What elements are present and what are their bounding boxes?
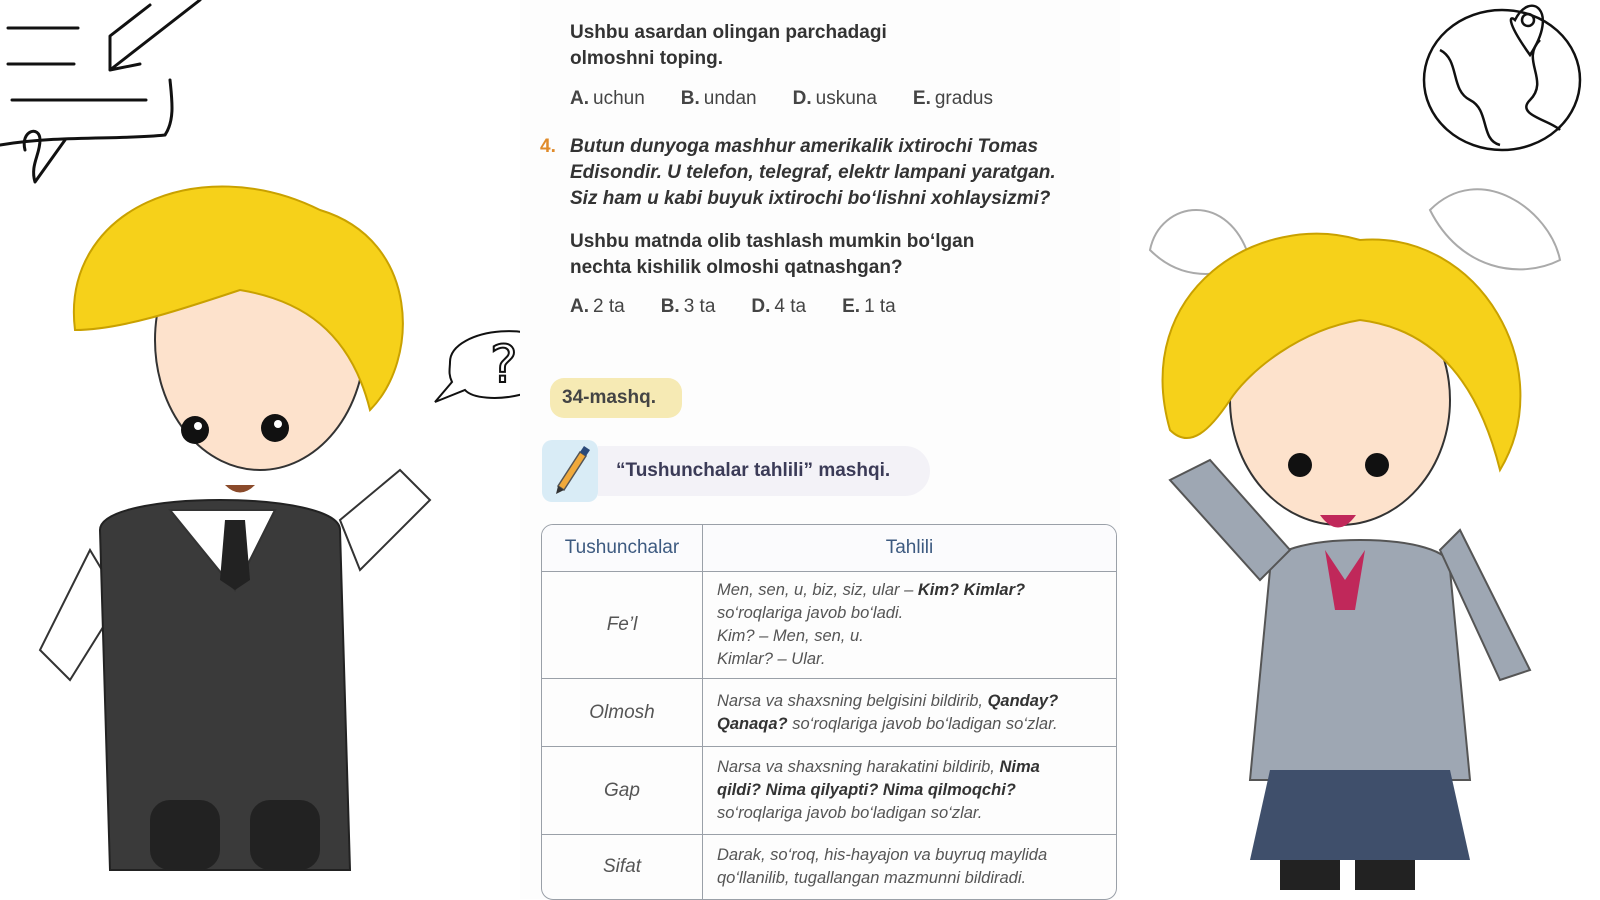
table-cell-analysis — [703, 572, 1116, 679]
girl-illustration — [1140, 170, 1580, 890]
analysis-line — [717, 867, 1104, 890]
analysis-text: Darak, so‘roq, his-hayajon va buyruq maylida — [717, 846, 1048, 864]
table-row — [542, 835, 1116, 899]
table-cell-analysis — [703, 835, 1116, 899]
analysis-text: Men, sen, u, biz, siz, ular – — [717, 581, 918, 599]
q3-option-b[interactable]: B. undan — [680, 88, 757, 109]
q4-option-d[interactable]: D. 4 ta — [751, 296, 807, 317]
exercise-title: “Tushunchalar tahlili” mashqi. — [616, 460, 891, 481]
pen-icon — [542, 440, 598, 502]
table-cell-term: Sifat — [542, 835, 703, 899]
concepts-table — [541, 524, 1117, 900]
q3-option-a[interactable]: A. uchun — [570, 88, 645, 109]
q3-options — [570, 88, 993, 110]
q3-line1: Ushbu asardan olingan parchadagi — [570, 22, 887, 43]
q4-option-a[interactable]: A. 2 ta — [570, 296, 625, 317]
table-header-term: Tushunchalar — [542, 525, 703, 572]
analysis-bold-text: Qanaqa? — [717, 714, 788, 733]
q4-text — [570, 134, 1056, 212]
analysis-line — [717, 579, 1104, 602]
analysis-line — [717, 779, 1104, 802]
globe-pin-icon — [1420, 0, 1590, 160]
analysis-text: Kim? – Men, sen, u. — [717, 627, 864, 645]
analysis-text: qo‘llanilib, tugallangan mazmunni bildiradi. — [717, 869, 1027, 887]
q4-text-line1: Butun dunyoga mashhur amerikalik ixtirochi Tomas — [570, 136, 1039, 157]
q4-option-e[interactable]: E. 1 ta — [842, 296, 896, 317]
q4-question — [570, 229, 974, 281]
analysis-text: so‘roqlariga javob bo‘ladi. — [717, 604, 904, 622]
analysis-bold-text: Nima — [999, 758, 1040, 776]
analysis-line — [717, 648, 1104, 671]
table-cell-term: Gap — [542, 747, 703, 835]
exercise-number-badge: 34-mashq. — [550, 378, 682, 418]
notes-pencil-icon — [0, 0, 210, 190]
q4-number: 4. — [540, 136, 556, 157]
analysis-text: Narsa va shaxsning belgisini bildirib, — [717, 691, 988, 710]
svg-text:?: ? — [490, 335, 518, 395]
analysis-text: so‘roqlariga javob bo‘ladigan so‘zlar. — [717, 804, 983, 822]
analysis-line — [717, 625, 1104, 648]
analysis-line — [717, 713, 1104, 736]
q3-line2: olmoshni toping. — [570, 48, 724, 69]
q3-text — [570, 20, 887, 72]
analysis-text: so‘roqlariga javob bo‘ladigan so‘zlar. — [787, 714, 1058, 733]
table-cell-analysis — [703, 679, 1116, 747]
table-cell-term: Olmosh — [542, 679, 703, 747]
q4-text-line3: Siz ham u kabi buyuk ixtirochi bo‘lishni xohlaysizmi? — [570, 188, 1051, 209]
analysis-text: Kimlar? – Ular. — [717, 650, 826, 668]
analysis-line — [717, 802, 1104, 825]
table-row — [542, 747, 1116, 835]
q4-option-b[interactable]: B. 3 ta — [660, 296, 716, 317]
boy-illustration — [0, 180, 440, 890]
table-cell-term: Fe’l — [542, 572, 703, 679]
table-row — [542, 572, 1116, 679]
analysis-bold-text: qildi? Nima qilyapti? Nima qilmoqchi? — [717, 781, 1016, 799]
analysis-text: Narsa va shaxsning harakatini bildirib, — [717, 758, 1000, 776]
q4-question-line2: nechta kishilik olmoshi qatnashgan? — [570, 257, 903, 278]
analysis-line — [717, 756, 1104, 779]
q4-question-line1: Ushbu matnda olib tashlash mumkin bo‘lgan — [570, 231, 975, 252]
analysis-line — [717, 690, 1104, 713]
analysis-line — [717, 844, 1104, 867]
table-row — [542, 679, 1116, 747]
q3-option-e[interactable]: E. gradus — [912, 88, 993, 109]
analysis-line — [717, 602, 1104, 625]
table-header-analysis: Tahlili — [703, 525, 1116, 572]
analysis-bold-text: Qanday? — [987, 691, 1059, 710]
table-header-row — [542, 525, 1116, 572]
q4-options — [570, 296, 896, 318]
analysis-bold-text: Kim? Kimlar? — [917, 581, 1026, 599]
table-cell-analysis — [703, 747, 1116, 835]
q3-option-d[interactable]: D. uskuna — [792, 88, 877, 109]
q4-text-line2: Edisondir. U telefon, telegraf, elektr lampani yaratgan. — [570, 162, 1056, 183]
